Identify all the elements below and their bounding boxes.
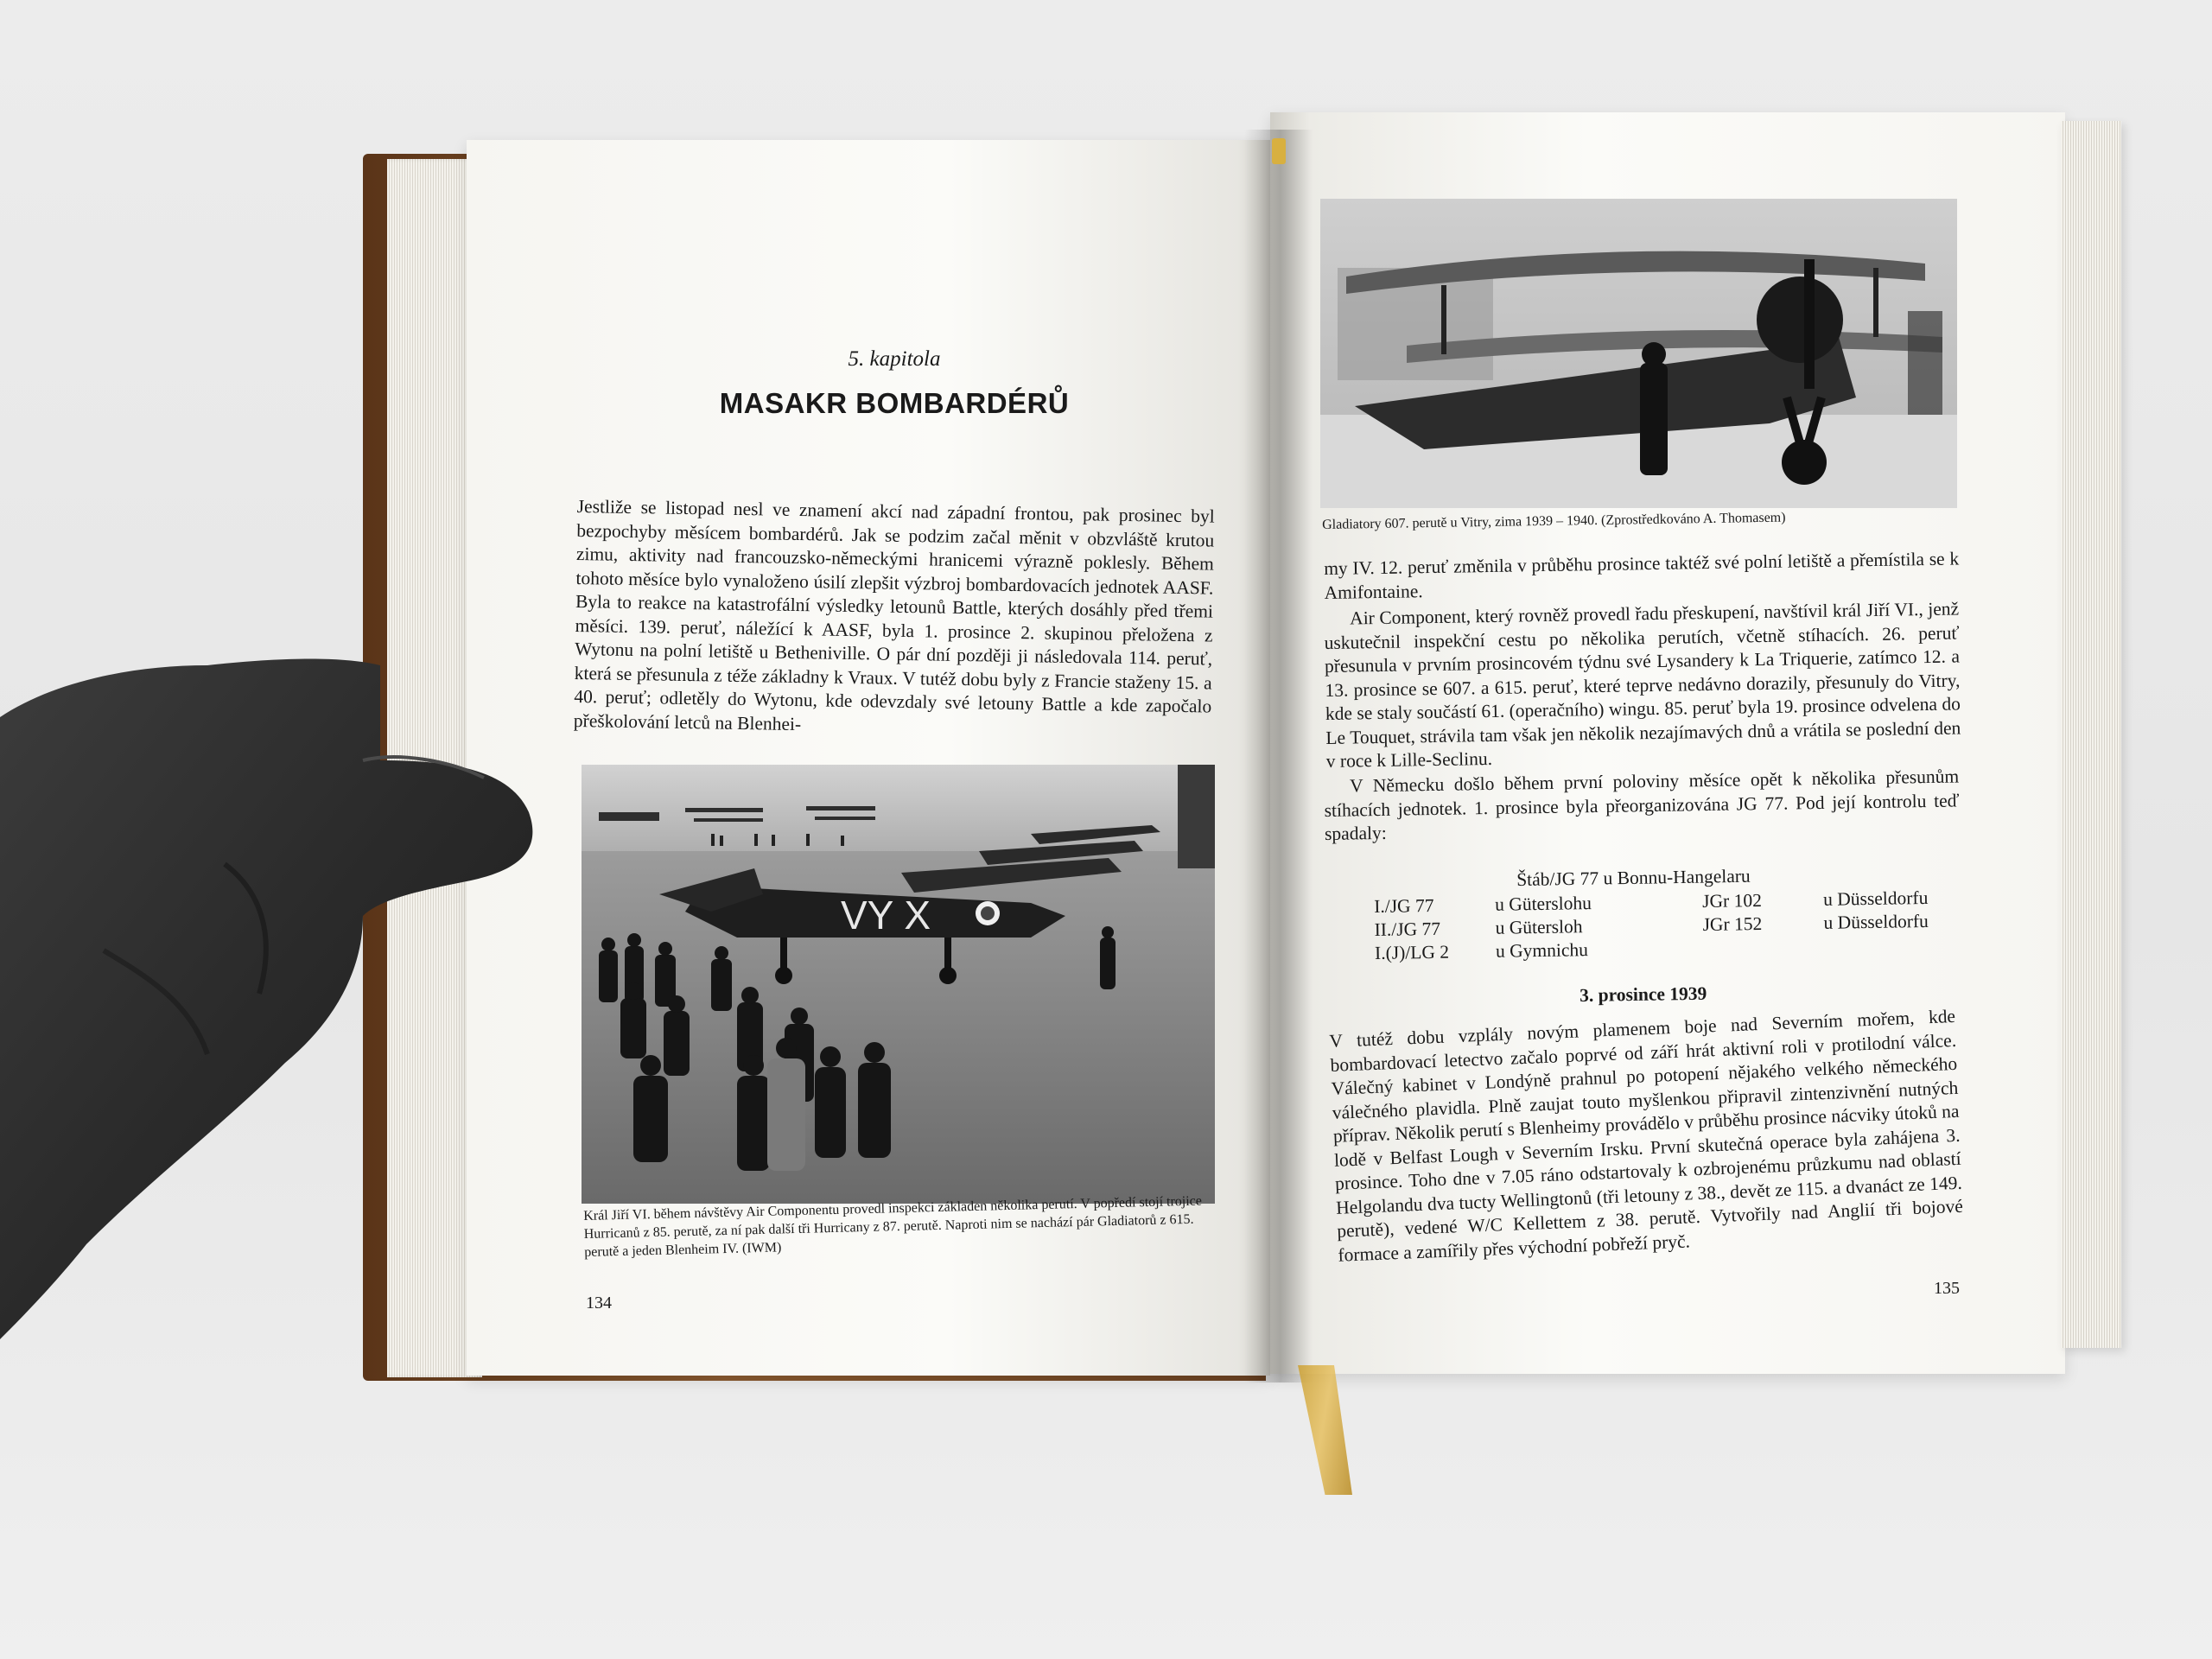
right-paragraph-4: V tutéž dobu vzplály novým plamenem boje nad Severním mořem, kde bombardovací letectvo začalo poprvé od září hrát aktivní roli v protilodní válce. Válečný kabinet v Londýně prahnul po potopení nějakého velkého německého válečného plavidla. Plně zaujat touto myšlenkou připravil zintenzivnění nutných příprav. Několik perutí s Blenheimy provádělo v průběhu prosince nácviky útoků na lodě v Belfast Lough v Severním Irsku. První skutečná operace byla zahájena 3. prosince. Toho dne v 7.05 ráno odstartovaly k ozbrojenému průzkumu nad oblastí Helgolandu dva tucty Wellingtonů (tři letouny z 38., devět ze 115. a dvanáct ze 149. perutě), vedené W/C Kellettem z 38. perutě. Vytvořily nad Anglií tři bojové formace a zamířily přes východní pobřeží pryč. [1329, 1005, 1964, 1266]
table-cell: u Düsseldorfu [1823, 910, 1929, 933]
unit-table [1374, 886, 1971, 965]
page-number-left: 134 [586, 1294, 612, 1313]
bookmark-ribbon-top [1272, 138, 1286, 164]
photo-king-inspection [582, 765, 1215, 1204]
table-cell [1824, 932, 1971, 958]
photo-gladiators [1320, 199, 1957, 508]
aircraft-code-marking: VY X [841, 893, 931, 938]
right-page-edges [2061, 121, 2121, 1348]
right-photo-caption: Gladiatory 607. perutě u Vitry, zima 1939 – 1940. (Zprostředkováno A. Thomasem) [1322, 510, 1786, 532]
gloved-hand [0, 0, 622, 1400]
table-cell: u Gymnichu [1495, 939, 1589, 962]
left-paragraph: Jestliže se listopad nesl ve znamení akcí nad západní frontou, pak prosinec byl bezpochyby měsícem bombardérů. Jak se podzim začal měnit v obzvláště krutou zimu, aktivity nad francouzsko-německými hranicemi výrazně poklesly. Během tohoto měsíce bylo vynaloženo úsilí zlepšit výzbroj bombardovacích jednotek AASF. Byla to reakce na katastrofální výsledky letounů Battle, kterých dosáhly před třemi měsíci. 139. peruť, náležící k AASF, byla 1. prosince 2. skupinou přeložena z Wytonu na polní letiště u Betheniville. O pár dní později ji následovala 114. peruť, která se přesunula z téže základny k Vraux. V tutéž dobu byly z Francie staženy 15. a 40. peruť; odletěly do Wytonu, kde odevzdaly své letouny Battle a kde započalo přeškolování letců na Blenhei- [573, 495, 1215, 734]
table-cell: u Gütersloh [1495, 916, 1583, 938]
table-cell: I.(J)/LG 2 [1374, 941, 1450, 963]
chapter-label: 5. kapitola [848, 347, 941, 371]
unit-table-heading: Štáb/JG 77 u Bonnu-Hangelaru [1516, 865, 1751, 890]
table-cell: u Güterslohu [1494, 893, 1592, 915]
right-paragraph-2: Air Component, který rovněž provedl řadu přeskupení, navštívil král Jiří VI., jenž uskutečnil inspekční cestu po několika perutích, včetně stíhacích. 26. peruť přesunula v prvním prosincovém týdnu své Lysandery k La Triquerie, zatímco 12. a 13. prosince se 607. a 615. peruť, které teprve nedávno dorazily, přesunuly do Vitry, kde se staly součástí 61. (operačního) wingu. 85. peruť byla 19. prosince odvelena do Le Touquet, strávila tam však jen několik nezajímavých dnů a vrátila se poslední den v roce k Lille-Seclinu. [1324, 598, 1961, 772]
right-paragraph-3: V Německu došlo během první poloviny měsíce opět k několika přesunům stíhacích jednotek. 1. prosince byla přeorganizována JG 77. Pod její kontrolu teď spadaly: [1324, 766, 1960, 844]
book-gutter [1244, 130, 1313, 1382]
table-cell: II./JG 77 [1374, 918, 1441, 940]
right-paragraph-1: my IV. 12. peruť změnila v průběhu prosince taktéž své polní letiště a přemístila se k Amifontaine. [1324, 548, 1960, 603]
section-subheading: 3. prosince 1939 [1580, 982, 1707, 1006]
table-cell [1703, 935, 1824, 960]
table-cell: I./JG 77 [1374, 894, 1434, 917]
table-cell: JGr 102 [1701, 889, 1763, 912]
chapter-title: MASAKR BOMBARDÉRŮ [719, 387, 1070, 419]
page-number-right: 135 [1934, 1279, 1960, 1298]
left-photo-caption: Král Jiří VI. během návštěvy Air Componentu provedl inspekci základen několika perutí. V popředí stojí trojice Hurricanů z 85. perutě, za ní pak další tři Hurricany z 87. perutě. Naproti nim se nachází pár Gladiatorů z 615. perutě a jeden Blenheim IV. (IWM) [583, 1193, 1203, 1260]
table-cell: JGr 152 [1702, 912, 1763, 936]
table-cell: u Düsseldorfu [1822, 887, 1929, 910]
bookmark-ribbon [1292, 1365, 1352, 1495]
